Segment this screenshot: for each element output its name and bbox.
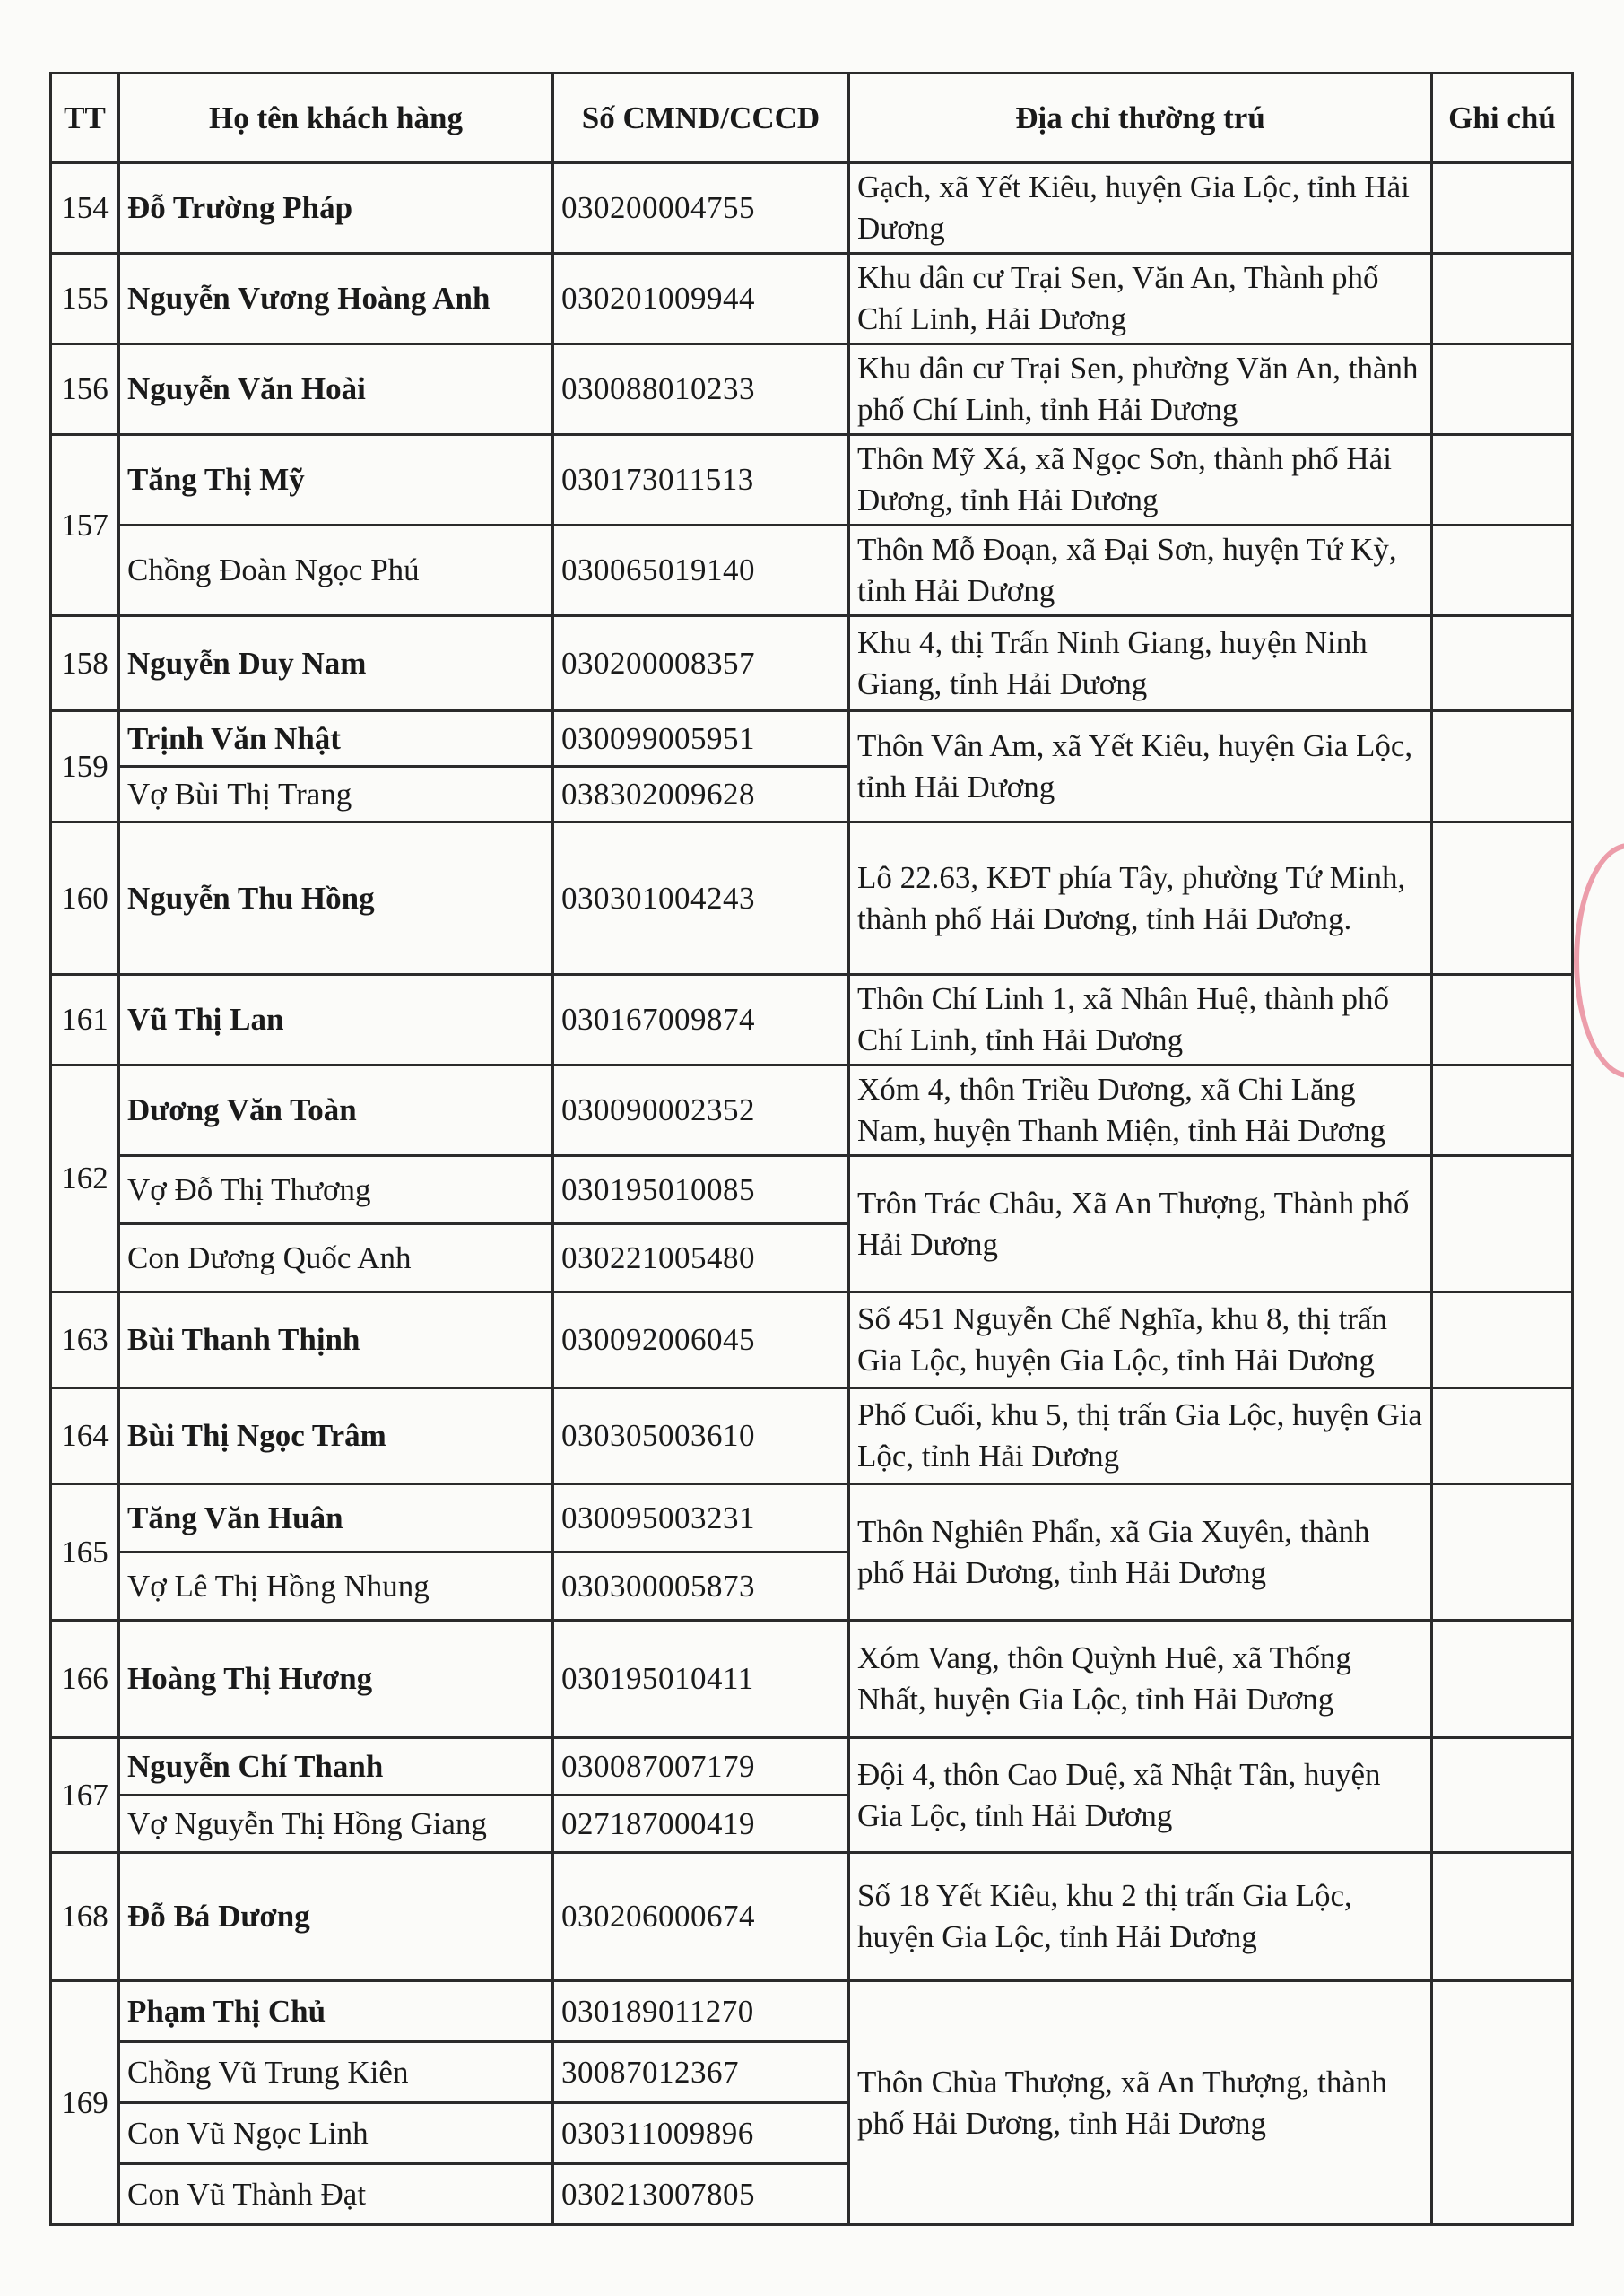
note-cell bbox=[1432, 1981, 1573, 2225]
address: Thôn Chí Linh 1, xã Nhân Huệ, thành phố Chí Linh, tỉnh Hải Dương bbox=[849, 975, 1432, 1065]
row-number: 156 bbox=[51, 344, 119, 435]
row-number: 163 bbox=[51, 1292, 119, 1388]
customer-name: Tăng Thị Mỹ bbox=[119, 435, 553, 526]
note-cell bbox=[1432, 435, 1573, 526]
id-number: 030301004243 bbox=[553, 822, 849, 975]
customer-name: Trịnh Văn Nhật bbox=[119, 711, 553, 767]
id-number: 030088010233 bbox=[553, 344, 849, 435]
customer-name: Tăng Văn Huân bbox=[119, 1484, 553, 1552]
relative-name: Vợ Đỗ Thị Thương bbox=[119, 1156, 553, 1224]
note-cell bbox=[1432, 1156, 1573, 1292]
row-number: 161 bbox=[51, 975, 119, 1065]
header-row bbox=[51, 74, 1573, 163]
address: Thôn Nghiên Phẩn, xã Gia Xuyên, thành phố Hải Dương, tỉnh Hải Dương bbox=[849, 1484, 1432, 1621]
header-name: Họ tên khách hàng bbox=[119, 74, 553, 163]
relative-name: Vợ Bùi Thị Trang bbox=[119, 767, 553, 822]
address: Thôn Mỗ Đoạn, xã Đại Sơn, huyện Tứ Kỳ, tỉnh Hải Dương bbox=[849, 526, 1432, 616]
id-number: 030173011513 bbox=[553, 435, 849, 526]
address: Đội 4, thôn Cao Duệ, xã Nhật Tân, huyện Gia Lộc, tỉnh Hải Dương bbox=[849, 1738, 1432, 1853]
row-number: 162 bbox=[51, 1065, 119, 1292]
relative-name: Chồng Đoàn Ngọc Phú bbox=[119, 526, 553, 616]
address: Số 451 Nguyễn Chế Nghĩa, khu 8, thị trấn Gia Lộc, huyện Gia Lộc, tỉnh Hải Dương bbox=[849, 1292, 1432, 1388]
customer-name: Đỗ Trường Pháp bbox=[119, 163, 553, 254]
address: Thôn Mỹ Xá, xã Ngọc Sơn, thành phố Hải Dương, tỉnh Hải Dương bbox=[849, 435, 1432, 526]
table-row bbox=[51, 254, 1573, 344]
id-number: 030201009944 bbox=[553, 254, 849, 344]
row-number: 164 bbox=[51, 1388, 119, 1484]
id-number: 030092006045 bbox=[553, 1292, 849, 1388]
header-note: Ghi chú bbox=[1432, 74, 1573, 163]
note-cell bbox=[1432, 616, 1573, 711]
address: Số 18 Yết Kiêu, khu 2 thị trấn Gia Lộc, huyện Gia Lộc, tỉnh Hải Dương bbox=[849, 1853, 1432, 1981]
table-row bbox=[51, 711, 1573, 767]
table-row bbox=[51, 1981, 1573, 2042]
id-number: 030189011270 bbox=[553, 1981, 849, 2042]
id-number: 030221005480 bbox=[553, 1224, 849, 1292]
customer-name: Dương Văn Toàn bbox=[119, 1065, 553, 1156]
row-number: 154 bbox=[51, 163, 119, 254]
customer-table bbox=[49, 72, 1574, 2226]
customer-name: Đỗ Bá Dương bbox=[119, 1853, 553, 1981]
id-number: 030305003610 bbox=[553, 1388, 849, 1484]
customer-name: Phạm Thị Chủ bbox=[119, 1981, 553, 2042]
id-number: 030095003231 bbox=[553, 1484, 849, 1552]
address: Lô 22.63, KĐT phía Tây, phường Tứ Minh, thành phố Hải Dương, tỉnh Hải Dương. bbox=[849, 822, 1432, 975]
table-row bbox=[51, 163, 1573, 254]
relative-name: Con Vũ Ngọc Linh bbox=[119, 2103, 553, 2164]
note-cell bbox=[1432, 1853, 1573, 1981]
id-number: 030311009896 bbox=[553, 2103, 849, 2164]
row-number: 166 bbox=[51, 1621, 119, 1738]
note-cell bbox=[1432, 254, 1573, 344]
note-cell bbox=[1432, 163, 1573, 254]
id-number: 030167009874 bbox=[553, 975, 849, 1065]
address: Gạch, xã Yết Kiêu, huyện Gia Lộc, tỉnh Hải Dương bbox=[849, 163, 1432, 254]
note-cell bbox=[1432, 711, 1573, 822]
relative-name: Con Vũ Thành Đạt bbox=[119, 2164, 553, 2225]
address: Trôn Trác Châu, Xã An Thượng, Thành phố Hải Dương bbox=[849, 1156, 1432, 1292]
row-number: 167 bbox=[51, 1738, 119, 1853]
address: Xóm 4, thôn Triều Dương, xã Chi Lăng Nam, huyện Thanh Miện, tỉnh Hải Dương bbox=[849, 1065, 1432, 1156]
id-number: 030065019140 bbox=[553, 526, 849, 616]
customer-name: Vũ Thị Lan bbox=[119, 975, 553, 1065]
id-number: 030195010411 bbox=[553, 1621, 849, 1738]
id-number: 030099005951 bbox=[553, 711, 849, 767]
note-cell bbox=[1432, 1621, 1573, 1738]
id-number: 030300005873 bbox=[553, 1552, 849, 1621]
note-cell bbox=[1432, 975, 1573, 1065]
relative-name: Con Dương Quốc Anh bbox=[119, 1224, 553, 1292]
address: Khu dân cư Trại Sen, Văn An, Thành phố Chí Linh, Hải Dương bbox=[849, 254, 1432, 344]
table-row bbox=[51, 1292, 1573, 1388]
id-number: 038302009628 bbox=[553, 767, 849, 822]
note-cell bbox=[1432, 822, 1573, 975]
table-row bbox=[51, 526, 1573, 616]
red-seal-stamp bbox=[1574, 843, 1624, 1078]
table-row bbox=[51, 1388, 1573, 1484]
address: Thôn Chùa Thượng, xã An Thượng, thành phố Hải Dương, tỉnh Hải Dương bbox=[849, 1981, 1432, 2225]
note-cell bbox=[1432, 1292, 1573, 1388]
table-row bbox=[51, 1065, 1573, 1156]
customer-name: Nguyễn Văn Hoài bbox=[119, 344, 553, 435]
table-row bbox=[51, 344, 1573, 435]
table-row bbox=[51, 1853, 1573, 1981]
note-cell bbox=[1432, 1388, 1573, 1484]
table-row bbox=[51, 435, 1573, 526]
row-number: 157 bbox=[51, 435, 119, 616]
customer-name: Bùi Thanh Thịnh bbox=[119, 1292, 553, 1388]
header-id: Số CMND/CCCD bbox=[553, 74, 849, 163]
customer-name: Nguyễn Duy Nam bbox=[119, 616, 553, 711]
customer-name: Nguyễn Thu Hồng bbox=[119, 822, 553, 975]
customer-name: Nguyễn Chí Thanh bbox=[119, 1738, 553, 1796]
id-number: 030200008357 bbox=[553, 616, 849, 711]
table-row bbox=[51, 1484, 1573, 1552]
note-cell bbox=[1432, 344, 1573, 435]
row-number: 160 bbox=[51, 822, 119, 975]
customer-name: Nguyễn Vương Hoàng Anh bbox=[119, 254, 553, 344]
relative-name: Vợ Lê Thị Hồng Nhung bbox=[119, 1552, 553, 1621]
note-cell bbox=[1432, 526, 1573, 616]
header-tt: TT bbox=[51, 74, 119, 163]
address: Phố Cuối, khu 5, thị trấn Gia Lộc, huyện Gia Lộc, tỉnh Hải Dương bbox=[849, 1388, 1432, 1484]
table-row bbox=[51, 822, 1573, 975]
row-number: 158 bbox=[51, 616, 119, 711]
table-row bbox=[51, 975, 1573, 1065]
relative-name: Chồng Vũ Trung Kiên bbox=[119, 2042, 553, 2103]
table-row bbox=[51, 1621, 1573, 1738]
table-row bbox=[51, 1738, 1573, 1796]
customer-name: Hoàng Thị Hương bbox=[119, 1621, 553, 1738]
id-number: 030206000674 bbox=[553, 1853, 849, 1981]
note-cell bbox=[1432, 1484, 1573, 1621]
id-number: 030195010085 bbox=[553, 1156, 849, 1224]
note-cell bbox=[1432, 1738, 1573, 1853]
row-number: 168 bbox=[51, 1853, 119, 1981]
table-row bbox=[51, 1156, 1573, 1224]
id-number: 030090002352 bbox=[553, 1065, 849, 1156]
address: Khu dân cư Trại Sen, phường Văn An, thành phố Chí Linh, tỉnh Hải Dương bbox=[849, 344, 1432, 435]
row-number: 155 bbox=[51, 254, 119, 344]
row-number: 169 bbox=[51, 1981, 119, 2225]
row-number: 165 bbox=[51, 1484, 119, 1621]
id-number: 030200004755 bbox=[553, 163, 849, 254]
id-number: 030213007805 bbox=[553, 2164, 849, 2225]
note-cell bbox=[1432, 1065, 1573, 1156]
id-number: 027187000419 bbox=[553, 1796, 849, 1853]
row-number: 159 bbox=[51, 711, 119, 822]
header-address: Địa chỉ thường trú bbox=[849, 74, 1432, 163]
address: Khu 4, thị Trấn Ninh Giang, huyện Ninh Giang, tỉnh Hải Dương bbox=[849, 616, 1432, 711]
customer-name: Bùi Thị Ngọc Trâm bbox=[119, 1388, 553, 1484]
id-number: 030087007179 bbox=[553, 1738, 849, 1796]
address: Xóm Vang, thôn Quỳnh Huê, xã Thống Nhất, huyện Gia Lộc, tỉnh Hải Dương bbox=[849, 1621, 1432, 1738]
relative-name: Vợ Nguyễn Thị Hồng Giang bbox=[119, 1796, 553, 1853]
address: Thôn Vân Am, xã Yết Kiêu, huyện Gia Lộc, tỉnh Hải Dương bbox=[849, 711, 1432, 822]
id-number: 30087012367 bbox=[553, 2042, 849, 2103]
table-row bbox=[51, 616, 1573, 711]
